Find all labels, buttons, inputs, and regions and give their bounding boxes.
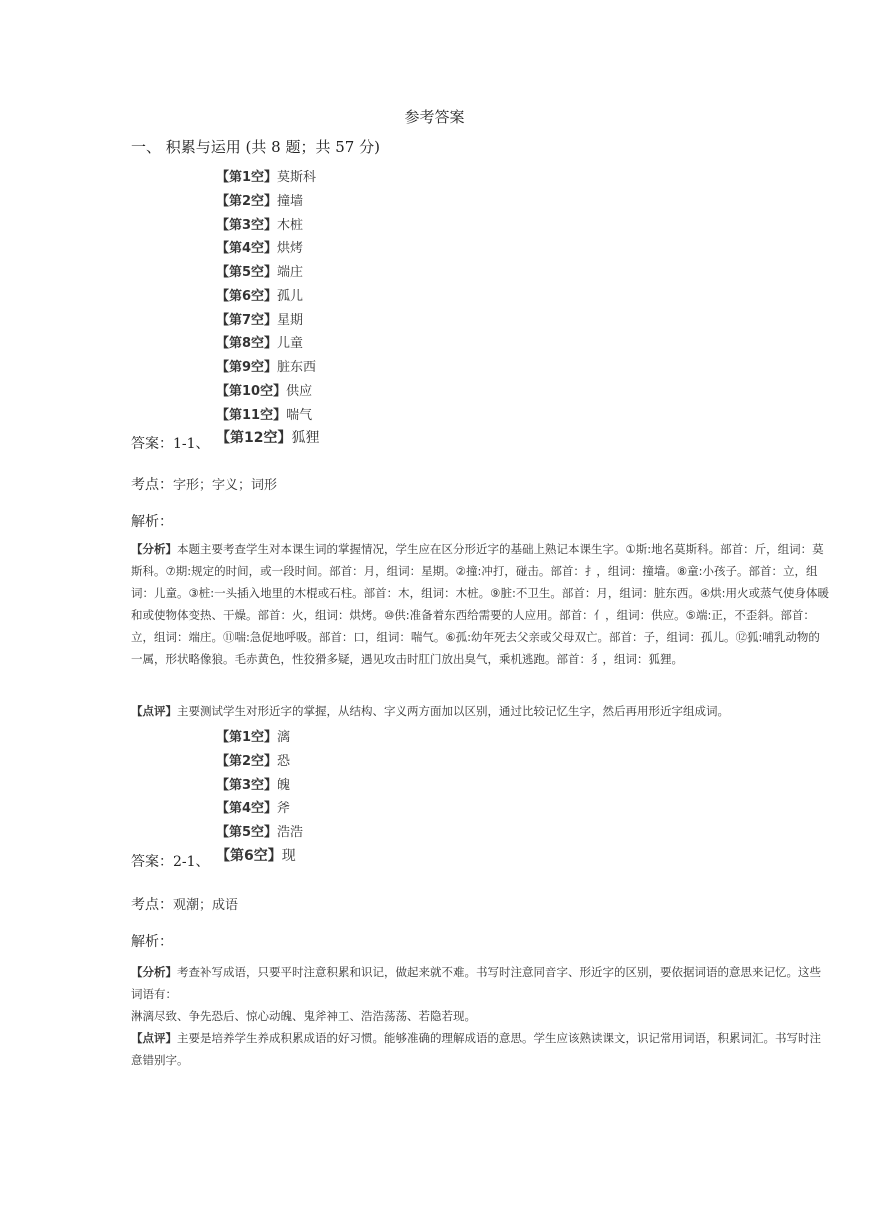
blank-tag: 【第1空】: [216, 170, 278, 185]
blank-value: 孤儿: [277, 288, 304, 304]
blank-answer-item: [216, 845, 303, 869]
blank-value: 恐: [277, 753, 291, 769]
blank-tag: 【第10空】: [216, 383, 287, 399]
blank-value: 撞墙: [277, 193, 304, 209]
q1-analysis-lead: 【分析】: [131, 542, 177, 556]
q2-analysis-lead: 【分析】: [131, 965, 177, 979]
q2-comment-lead: 【点评】: [131, 1031, 177, 1045]
blank-answer-item: [216, 237, 319, 261]
blank-value: 儿童: [277, 336, 304, 352]
blank-answer-item: [216, 261, 319, 285]
blank-value: 莫斯科: [277, 170, 317, 185]
q2-kaodian-value: 观潮；成语: [173, 898, 239, 913]
blank-tag: 【第9空】: [216, 360, 278, 375]
q2-analysis: [131, 961, 831, 1071]
q1-comment: [131, 700, 831, 722]
q1-jiexi-label: 解析：: [131, 514, 173, 530]
blank-answer-item: [216, 190, 319, 214]
q2-kaodian-label: 考点：: [131, 897, 173, 913]
blank-answer-item: [216, 332, 319, 356]
blank-value: 斧: [277, 801, 291, 817]
blank-tag: 【第4空】: [216, 801, 278, 817]
blank-answer-item: [216, 309, 319, 333]
q1-kaodian-value: 字形；字义；词形: [173, 478, 278, 493]
q1-kaodian-label: 考点：: [131, 477, 173, 493]
blank-answer-item: [216, 821, 303, 845]
section-heading: 一、 积累与运用 (共 8 题；共 57 分): [131, 138, 380, 156]
q2-analysis-text: 考查补写成语，只要平时注意积累和识记，做起来就不难。书写时注意同音字、形近字的区别，要依据词语的意思来记忆。这些词语有：: [131, 965, 821, 1001]
blank-tag: 【第4空】: [216, 241, 278, 257]
blank-value: 烘烤: [277, 241, 304, 257]
blank-value: 魄: [277, 777, 291, 793]
blank-tag: 【第6空】: [216, 847, 282, 864]
q2-blank-list: [216, 726, 303, 869]
blank-answer-item: [216, 726, 303, 750]
blank-value: 漓: [277, 730, 291, 745]
q1-kaodian: [131, 474, 277, 494]
q2-kaodian: [131, 894, 238, 914]
blank-value: 现: [281, 847, 296, 864]
blank-answer-item: [216, 380, 319, 404]
blank-value: 喘气: [286, 407, 313, 423]
q2-analysis-words: 淋漓尽致、争先恐后、惊心动魄、鬼斧神工、浩浩荡荡、若隐若现。: [131, 1009, 476, 1023]
q2-comment: [131, 1027, 831, 1071]
blank-tag: 【第5空】: [216, 265, 278, 280]
blank-tag: 【第7空】: [216, 312, 278, 328]
q1-analysis: [131, 538, 831, 670]
blank-tag: 【第12空】: [216, 430, 292, 447]
blank-answer-item: [216, 166, 319, 190]
q2-answer-label: 答案：2-1、: [131, 854, 210, 870]
blank-answer-item: [216, 285, 319, 309]
q2-jiexi-label: 解析：: [131, 934, 173, 950]
blank-tag: 【第5空】: [216, 825, 278, 840]
blank-answer-item: [216, 214, 319, 238]
blank-tag: 【第3空】: [216, 777, 278, 793]
q2-analysis-para: [131, 961, 831, 1005]
blank-value: 浩浩: [277, 825, 304, 840]
blank-value: 端庄: [277, 265, 304, 280]
blank-tag: 【第1空】: [216, 730, 278, 745]
q1-blank-list: [216, 166, 319, 451]
blank-tag: 【第2空】: [216, 753, 278, 769]
blank-tag: 【第8空】: [216, 336, 278, 352]
blank-value: 星期: [277, 312, 304, 328]
blank-tag: 【第6空】: [216, 288, 278, 304]
blank-value: 木桩: [277, 217, 304, 233]
blank-tag: 【第11空】: [216, 407, 287, 423]
blank-answer-item: [216, 797, 303, 821]
blank-value: 狐狸: [291, 430, 320, 447]
page-title: 参考答案: [404, 108, 465, 126]
q1-comment-text: 主要测试学生对形近字的掌握，从结构、字义两方面加以区别，通过比较记忆生字，然后再用形近字组成词。: [177, 704, 729, 718]
blank-answer-item: [216, 356, 319, 380]
blank-value: 脏东西: [277, 360, 317, 375]
blank-value: 供应: [286, 383, 313, 399]
blank-tag: 【第3空】: [216, 217, 278, 233]
q1-answer-label: 答案：1-1、: [131, 436, 210, 452]
blank-answer-item: [216, 750, 303, 774]
blank-tag: 【第2空】: [216, 193, 278, 209]
blank-answer-item: [216, 427, 319, 451]
q1-comment-lead: 【点评】: [131, 704, 177, 718]
blank-answer-item: [216, 774, 303, 798]
q1-analysis-text: 本题主要考查学生对本课生词的掌握情况，学生应在区分形近字的基础上熟记本课生字。①斯:地名莫斯科。部首：斤，组词：莫斯科。⑦期:规定的时间，或一段时间。部首：月，组词：星期。②撞:冲打，碰击。部首：扌，组词：撞墙。⑧童:小孩子。部首：立，组词：儿童。③桩:一头插入地里的木棍或石柱。部首：木，组词：木桩。⑨脏:不卫生。部首：月，组词：脏东西。④烘:用火或蒸气使身体暖和或使物体变热、干燥。部首：火，组词：烘烤。⑩供:准备着东西给需要的人应用。部首：亻，组词：供应。⑤端:正，不歪斜。部首：立，组词：端庄。⑪喘:急促地呼吸。部首：口，组词：喘气。⑥孤:幼年死去父亲或父母双亡。部首：子，组词：孤儿。⑫狐:哺乳动物的一属，形状略像狼。毛赤黄色，性狡猾多疑，遇见攻击时肛门放出臭气，乘机逃跑。部首：犭，组词：狐狸。: [131, 542, 830, 666]
blank-answer-item: [216, 404, 319, 428]
q2-comment-text: 主要是培养学生养成积累成语的好习惯。能够准确的理解成语的意思。学生应该熟读课文，识记常用词语，积累词汇。书写时注意错别字。: [131, 1031, 821, 1067]
